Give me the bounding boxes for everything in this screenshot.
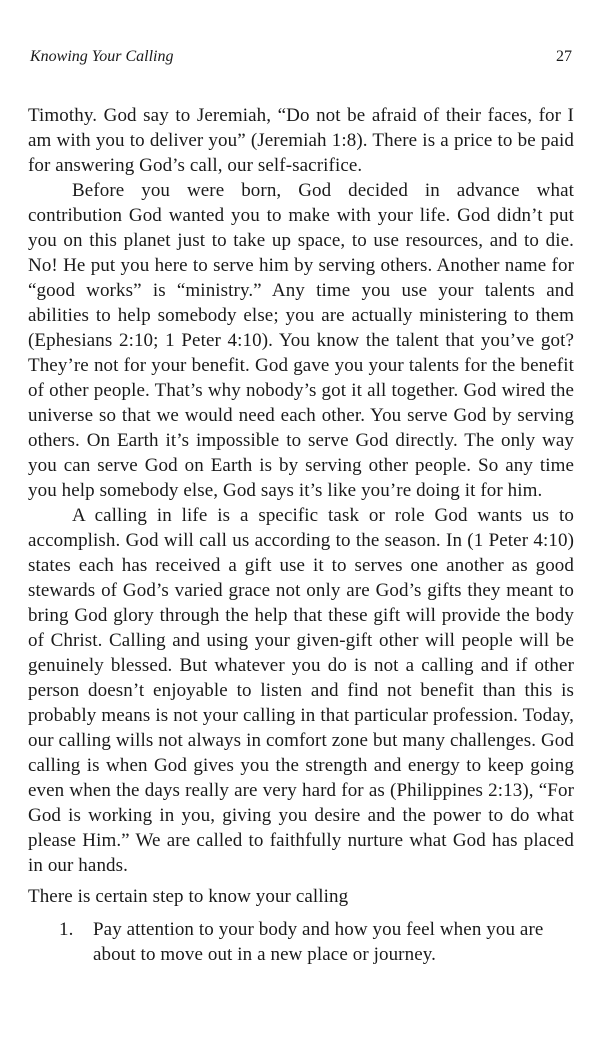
paragraph-good-works: Before you were born, God decided in advance what contribution God wanted you to make with your life. God didn’t put you on this planet just to take up space, to use resources, and to die. No! He put you here to serve him by serving others. Another name for “good works” is “ministry.” Any time you use your talents and abilities to help somebody else; you are actually ministering to them (Ephesians 2:10; 1 Peter 4:10). You know the talent that you’ve got? They’re not for your benefit. God gave you your talents for the benefit of other people. That’s why nobody’s got it all together. God wired the universe so that we would need each other. You serve God by serving others. On Earth it’s impossible to serve God directly. The only way you can serve God on Earth is by serving other people. So any time you help somebody else, God says it’s like you’re doing it for him.	[28, 180, 574, 501]
steps-intro: There is certain step to know your calling	[28, 886, 349, 907]
list-item	[28, 917, 574, 967]
body-text	[28, 103, 574, 967]
running-header-title: Knowing Your Calling	[30, 48, 174, 65]
list-item-text: Pay attention to your body and how you feel when you are about to move out in a new place or journey.	[93, 919, 544, 965]
paragraph-calling-in-life: A calling in life is a specific task or role God wants us to accomplish. God will call us according to the season. In (1 Peter 4:10) states each has received a gift use it to serves one another as good stewards of God’s varied grace not only are God’s gifts they meant to bring God glory through the help that these gift will provide the body of Christ. Calling and using your given-gift other will people will be genuinely blessed. But whatever you do is not a calling and if other person doesn’t enjoyable to listen and find not benefit than this is probably means is not your calling in that particular profession. Today, our calling wills not always in comfort zone but many challenges. God calling is when God gives you the strength and energy to keep going even when the days really are very hard for as (Philippines 2:13), “For God is working in you, giving you desire and the power to do what please Him.” We are called to faithfully nurture what God has placed in our hands.	[28, 505, 574, 876]
running-header	[30, 48, 572, 72]
page-number: 27	[556, 48, 572, 65]
paragraph-continued: Timothy. God say to Jeremiah, “Do not be afraid of their faces, for I am with you to deliver you” (Jeremiah 1:8). There is a price to be paid for answering God’s call, our self-sacrifice.	[28, 105, 574, 176]
list-item-number: 1.	[59, 919, 74, 940]
steps-list	[28, 917, 574, 967]
